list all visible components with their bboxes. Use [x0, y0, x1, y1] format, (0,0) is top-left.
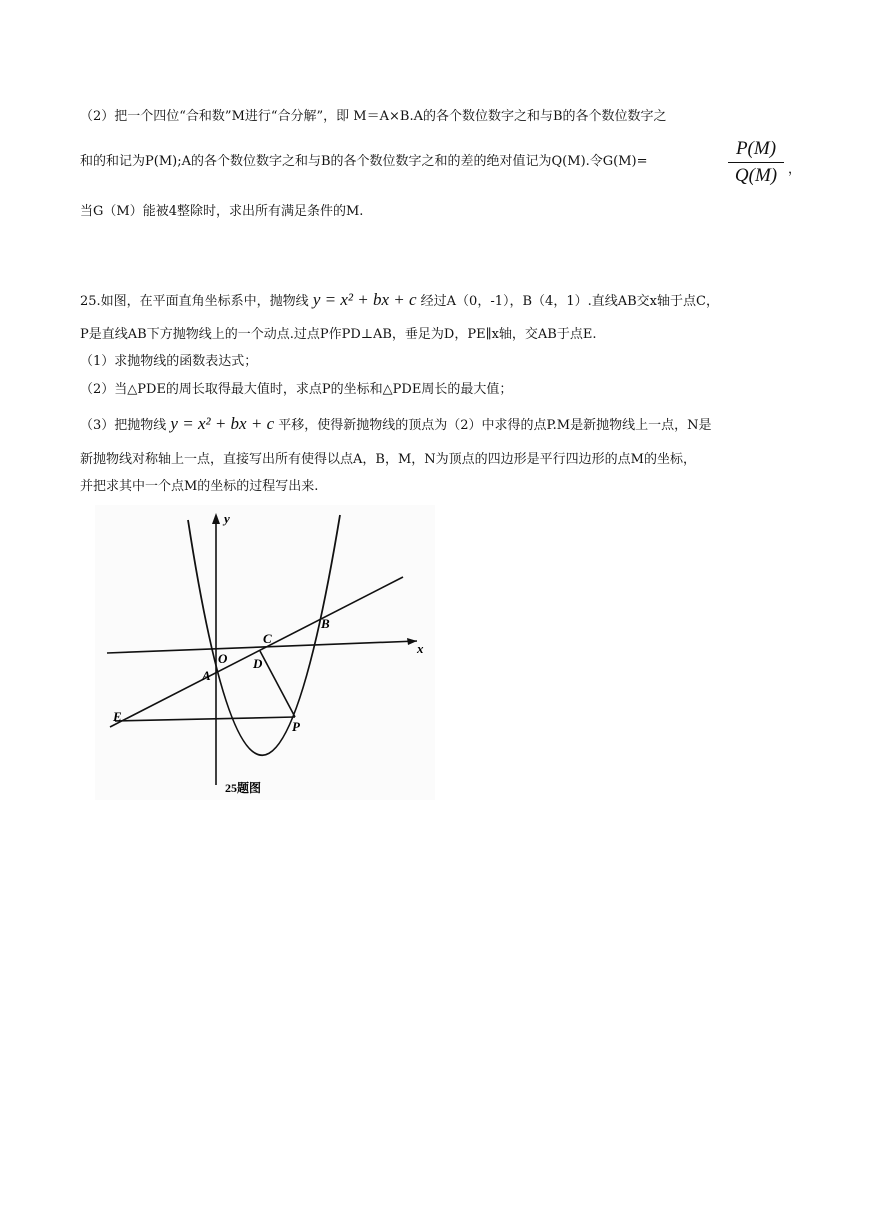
q25-sub3-post: 平移，使得新抛物线的顶点为（2）中求得的点P.M是新抛物线上一点，N是 — [278, 418, 712, 433]
parabola-equation-repeat: y = x² + bx + c — [170, 414, 275, 433]
label-x: x — [417, 641, 424, 656]
q25-line2: P是直线AB下方抛物线上的一个动点.过点P作PD⊥AB，垂足为D，PE∥x轴，交AB于点E. — [80, 327, 597, 342]
label-y: y — [224, 511, 230, 526]
q25-line1-pre: 25.如图，在平面直角坐标系中，抛物线 — [80, 294, 309, 309]
part2-line1: （2）把一个四位“合和数”M进行“合分解”，即 M＝A×B.A的各个数位数字之和与B的各个数位数字之 — [80, 109, 667, 124]
part2-line3: 当G（M）能被4整除时，求出所有满足条件的M. — [80, 204, 364, 219]
figure-caption: 25题图 — [225, 781, 262, 795]
label-e: E — [113, 709, 122, 724]
q25-line1-post: 经过A（0，-1），B（4，1）.直线AB交x轴于点C， — [420, 294, 719, 309]
fraction-denominator: Q(M) — [734, 165, 778, 186]
label-d: D — [253, 656, 263, 671]
label-b: B — [321, 616, 330, 631]
parabola-equation: y = x² + bx + c — [312, 290, 417, 309]
g-fraction — [728, 138, 784, 187]
q25-sub3-line2: 新抛物线对称轴上一点，直接写出所有使得以点A，B，M，N为顶点的四边形是平行四边形的点M的坐标， — [80, 452, 696, 467]
label-p: P — [292, 719, 300, 734]
q25-sub2: （2）当△PDE的周长取得最大值时，求点P的坐标和△PDE周长的最大值； — [80, 382, 513, 397]
q25-sub1: （1）求抛物线的函数表达式； — [80, 354, 258, 369]
fraction-comma: ， — [788, 162, 802, 177]
q25-sub3-pre: （3）把抛物线 — [80, 418, 167, 433]
label-o: O — [218, 651, 228, 666]
fraction-numerator: P(M) — [728, 138, 784, 163]
q25-sub3-line1 — [80, 414, 711, 436]
label-a: A — [202, 668, 211, 683]
label-c: C — [263, 631, 272, 646]
figure-25 — [95, 505, 435, 800]
q25-sub3-line3: 并把求其中一个点M的坐标的过程写出来. — [80, 479, 319, 494]
part2-line2: 和的和记为P(M);A的各个数位数字之和与B的各个数位数字之和的差的绝对值记为Q(M).令G(M)= — [80, 154, 648, 169]
q25-line1 — [80, 290, 719, 312]
